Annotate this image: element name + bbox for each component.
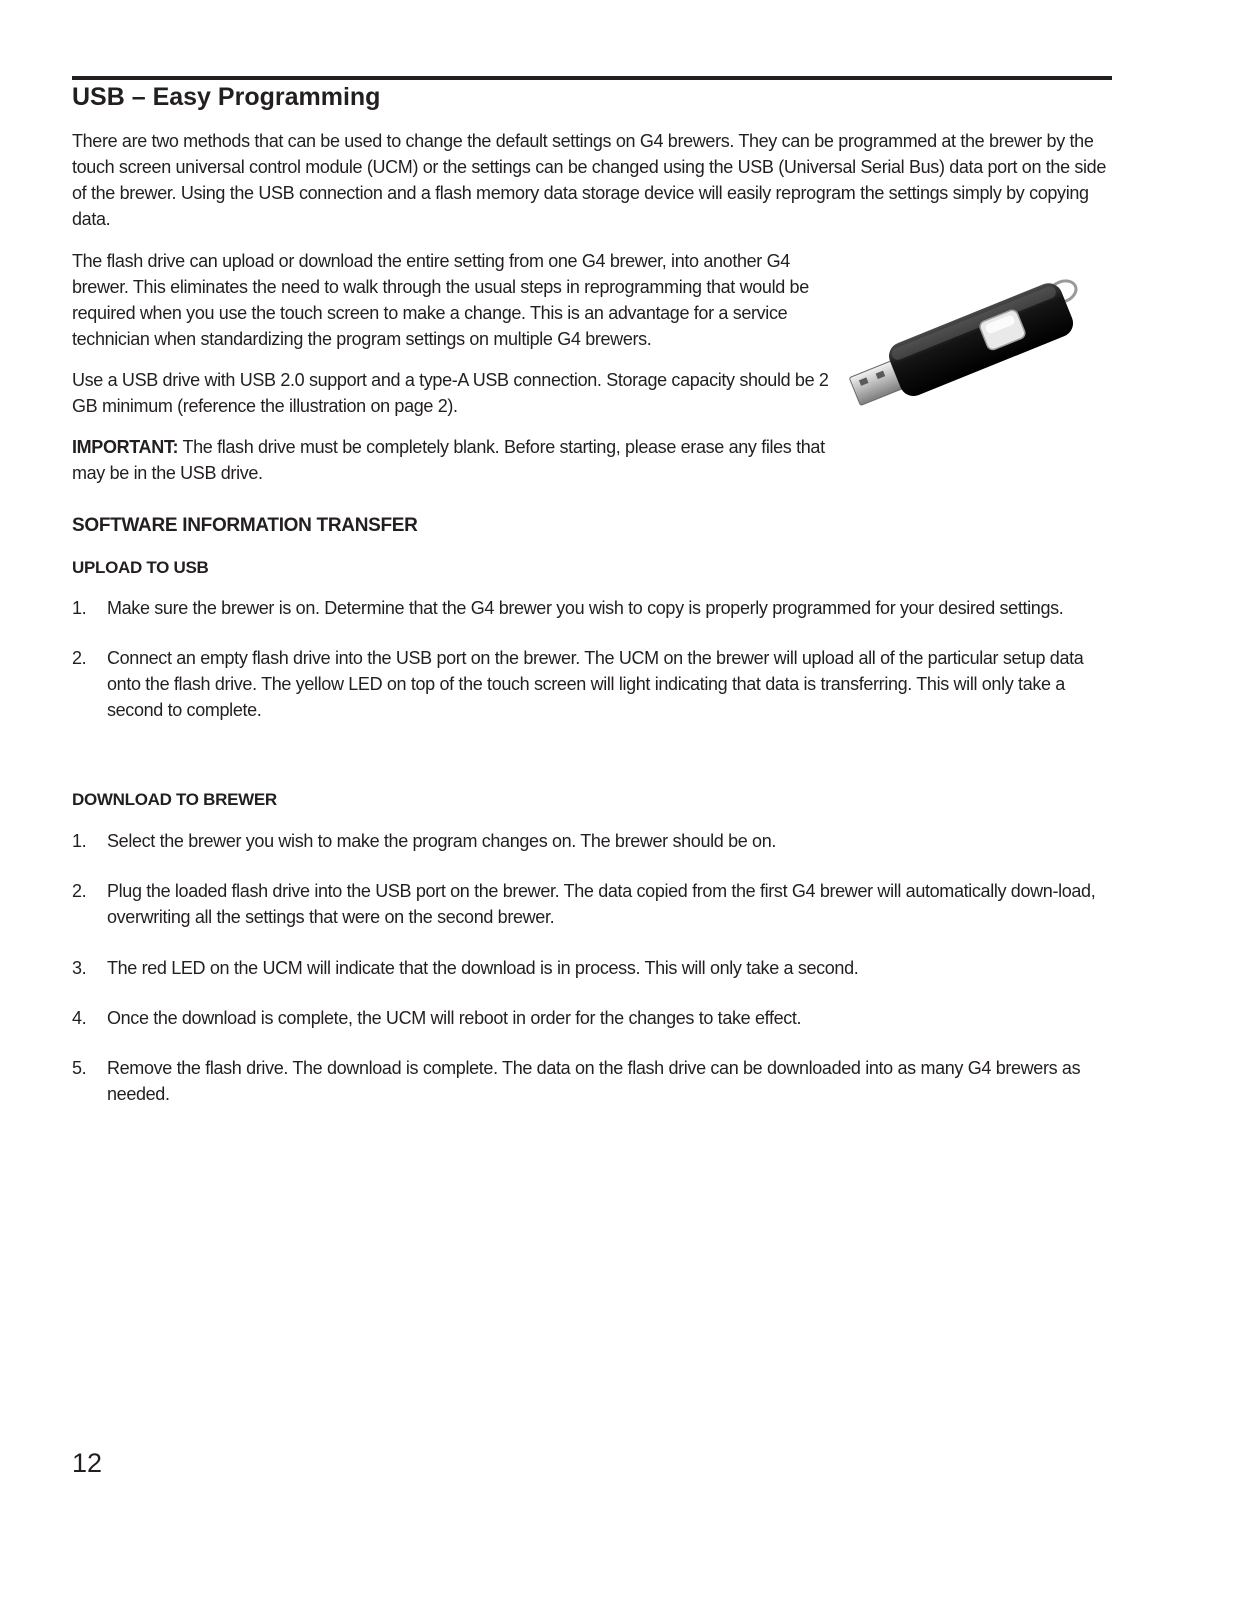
- step-number: 2.: [72, 648, 87, 668]
- download-heading: DOWNLOAD TO BREWER: [72, 790, 277, 809]
- upload-heading: UPLOAD TO USB: [72, 558, 209, 577]
- step-number: 5.: [72, 1058, 87, 1078]
- step-text: Connect an empty flash drive into the USB port on the brewer. The UCM on the brewer will upload all of the particular setup data onto the flash drive. The yellow LED on top of the touch screen will light indicating that data is transferring. This will only take a second to complete.: [107, 648, 1084, 720]
- page-title: USB – Easy Programming: [72, 83, 381, 111]
- important-label: IMPORTANT:: [72, 437, 179, 457]
- intro-paragraph-1: There are two methods that can be used to change the default settings on G4 brewers. They can be programmed at the brewer by the touch screen universal control module (UCM) or the settings can be changed using the USB (Universal Serial Bus) data port on the side of the brewer. Using the USB connection and a flash memory data storage device will easily reprogram the settings simply by copying data.: [72, 131, 1107, 229]
- section-heading: SOFTWARE INFORMATION TRANSFER: [72, 515, 418, 536]
- step-text: The red LED on the UCM will indicate that the download is in process. This will only take a second.: [107, 958, 859, 978]
- important-text: The flash drive must be completely blank. Before starting, please erase any files that may be in the USB drive.: [72, 437, 825, 483]
- step-text: Make sure the brewer is on. Determine that the G4 brewer you wish to copy is properly programmed for your desired settings.: [107, 598, 1064, 618]
- intro-paragraph-3: Use a USB drive with USB 2.0 support and a type-A USB connection. Storage capacity should be 2 GB minimum (reference the illustration on page 2).: [72, 370, 829, 416]
- intro-paragraph-2: The flash drive can upload or download the entire setting from one G4 brewer, into another G4 brewer. This eliminates the need to walk through the usual steps in reprogramming that would be required when you use the touch screen to make a change. This is an advantage for a service technician when standardizing the program settings on multiple G4 brewers.: [72, 251, 809, 349]
- step-text: Select the brewer you wish to make the program changes on. The brewer should be on.: [107, 831, 777, 851]
- step-number: 1.: [72, 831, 87, 851]
- step-text: Remove the flash drive. The download is complete. The data on the flash drive can be downloaded into as many G4 brewers as needed.: [107, 1058, 1081, 1104]
- step-number: 3.: [72, 958, 87, 978]
- step-text: Once the download is complete, the UCM will reboot in order for the changes to take effect.: [107, 1008, 802, 1028]
- step-number: 2.: [72, 881, 87, 901]
- page-number: 12: [72, 1448, 103, 1478]
- important-note: [72, 434, 832, 486]
- usb-flash-drive-icon: [835, 268, 1105, 418]
- step-number: 4.: [72, 1008, 87, 1028]
- step-text: Plug the loaded flash drive into the USB port on the brewer. The data copied from the first G4 brewer will automatically down-load, overwriting all the settings that were on the second brewer.: [107, 881, 1096, 927]
- step-number: 1.: [72, 598, 87, 618]
